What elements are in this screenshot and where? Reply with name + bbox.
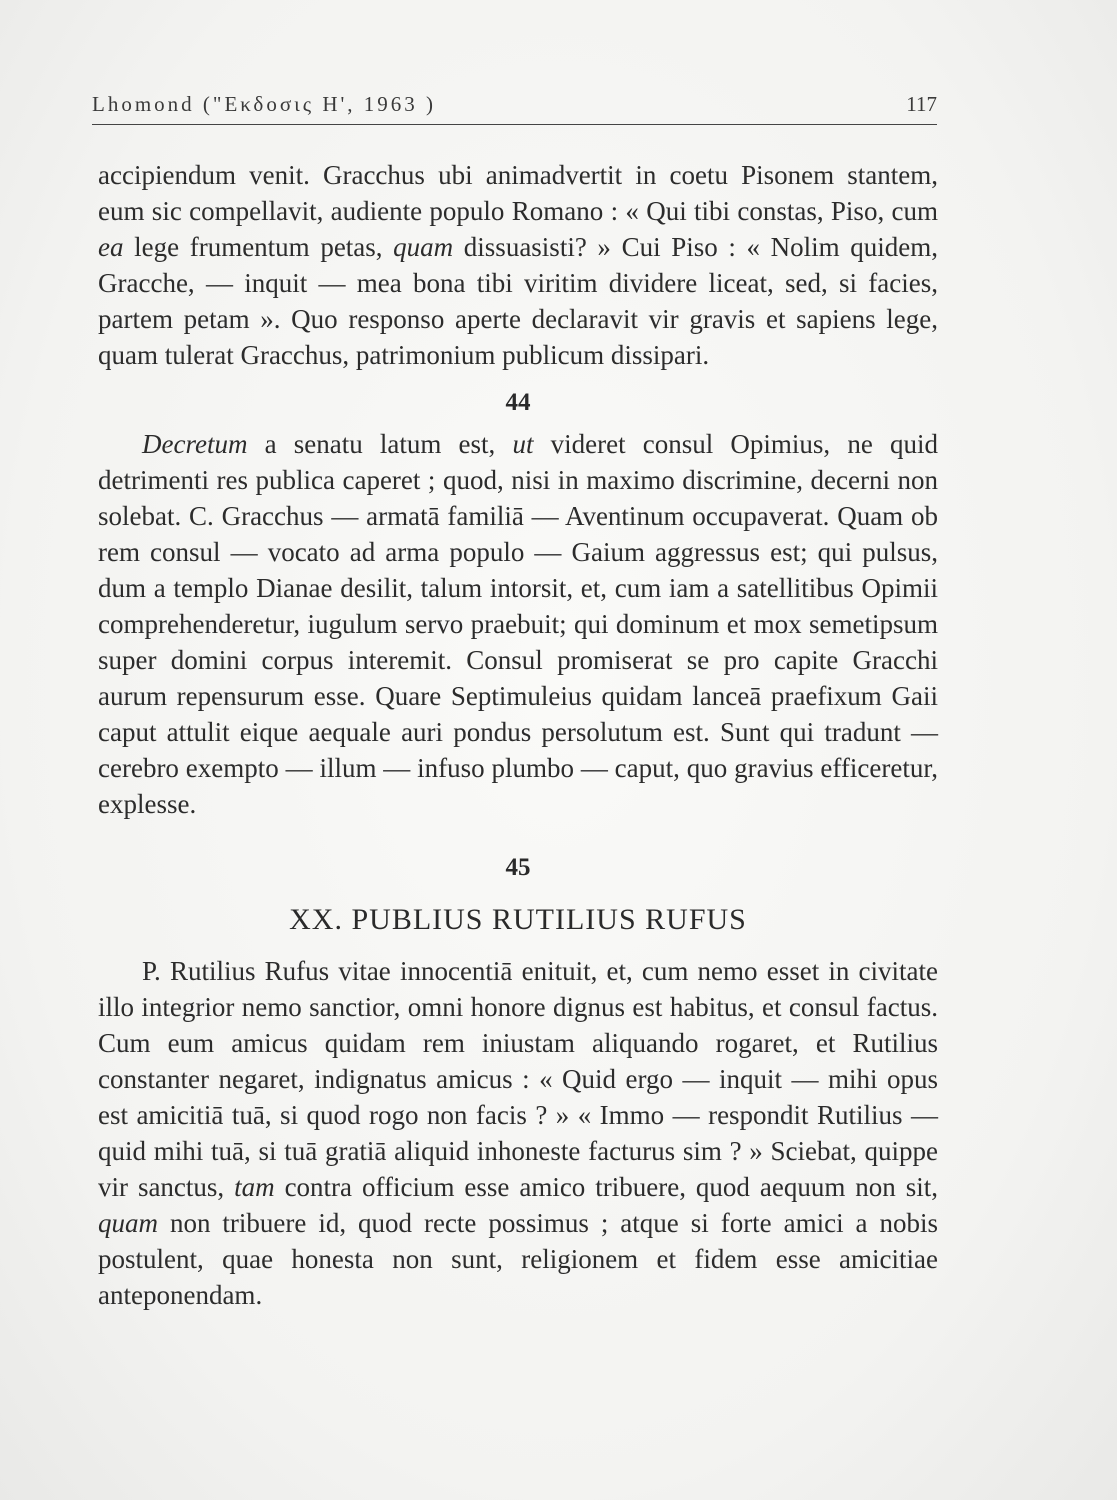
text-run: accipiendum venit. Gracchus ubi animadvertit in coetu Pisonem stantem, eum sic compellavit, audiente populo Romano : « Qui tibi constas, Piso, cum: [98, 160, 938, 226]
italic-word: quam: [393, 231, 454, 262]
section-number-45: 45: [505, 854, 531, 882]
italic-word: ut: [512, 429, 534, 460]
text-run: non tribuere id, quod recte possimus ; atque si forte amici a nobis postulent, quae honesta non sunt, religionem et fidem esse amicitiae anteponendam.: [98, 1207, 938, 1310]
italic-word: tam: [234, 1171, 275, 1202]
text-run: dissuasisti? » Cui Piso : « Nolim quidem, Gracche, — inquit — mea bona tibi viritim dividere liceat, sed, si facies, partem petam ». Quo responso aperte declaravit vir gravis et sapiens lege, quam tulerat Gracchus, patrimonium publicum dissipari.: [98, 231, 938, 370]
text-run: lege frumentum petas,: [123, 231, 394, 262]
page-body: [98, 158, 938, 1313]
page-number: 117: [906, 92, 937, 116]
text-run: videret consul Opimius, ne quid detrimenti res publica caperet ; quod, nisi in maximo discrimine, decerni non solebat. C. Gracchus — armatā familiā — Aventinum occupaverat. Quam ob rem consul — vocato ad arma populo — Gaium aggressus est; qui pulsus, dum a templo Dianae desilit, talum intorsit, et, cum iam a satellitibus Opimii comprehenderetur, iugulum servo praebuit; qui dominum et mox semetipsum super domini corpus interemit. Consul promiserat se pro capite Gracchi aurum repensurum esse. Quare Septimuleius quidam lanceā praefixum Gaii caput attulit eique aequale auri pondus persolutum est. Sunt qui tradunt — cerebro exempto — illum — infuso plumbo — caput, quo gravius efficeretur, explesse.: [98, 429, 938, 819]
text-run: a senatu latum est,: [247, 429, 513, 460]
section-number-44: 44: [505, 389, 531, 417]
paragraph: [98, 427, 938, 822]
italic-word: Decretum: [142, 429, 248, 460]
chapter-title: XX. PUBLIUS RUTILIUS RUFUS: [289, 903, 747, 937]
paragraph: [98, 954, 938, 1313]
running-head: Lhomond ("Εκδοσις Η', 1963 ): [92, 92, 437, 116]
text-run: contra officium esse amico tribuere, quod aequum non sit,: [274, 1171, 938, 1202]
paragraph: [98, 158, 938, 373]
page-header: [92, 88, 937, 125]
italic-word: quam: [98, 1207, 158, 1238]
text-run: P. Rutilius Rufus vitae innocentiā enituit, et, cum nemo esset in civitate illo integrior nemo sanctior, omni honore dignus est habitus, et consul factus. Cum eum amicus quidam rem iniustam aliquando rogaret, et Rutilius constanter negaret, indignatus amicus : « Quid ergo — inquit — mihi opus est amicitiā tuā, si quod rogo non facis ? » « Immo — respondit Rutilius — quid mihi tuā, si tuā gratiā aliquid inhoneste facturus sim ? » Sciebat, quippe vir sanctus,: [98, 956, 938, 1202]
italic-word: ea: [98, 231, 124, 262]
